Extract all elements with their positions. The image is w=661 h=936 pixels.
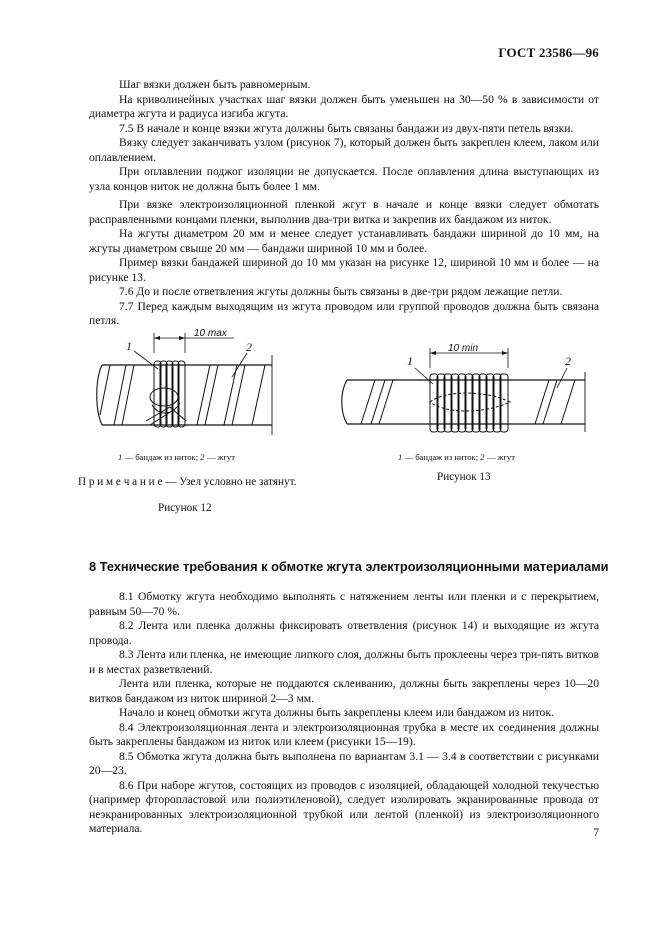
legend-text: — бандаж из ниток; [122,452,201,462]
figure-13-caption: Рисунок 13 [437,471,491,483]
figure-13-legend [398,452,515,462]
legend-text: — бандаж из ниток; [402,452,481,462]
paragraph: Пример вязки бандажей шириной до 10 мм указан на рисунке 12, шириной 10 мм и более — на рисунке 13. [89,256,599,284]
legend-number: 1 [398,452,403,462]
paragraph: Шаг вязки должен быть равномерным. [119,78,311,91]
paragraph: 8.4 Электроизоляционная лента и электроизоляционная трубка в месте их соединения должны быть закреплены бандажом из ниток или клеем (рисунки 15—19). [89,720,599,748]
figure-12-label-2: 2 [246,340,252,354]
paragraph: 7.5 В начале и конце вязки жгута должны быть связаны бандажи из двух-пяти петель вязки. [119,121,574,135]
legend-number: 1 [118,452,123,462]
figure-13-label-1: 1 [407,354,413,368]
section-8-title: 8 Технические требования к обмотке жгута электроизоляционными материалами [89,559,609,574]
document-header: ГОСТ 23586—96 [498,45,599,60]
paragraph: 8.6 При наборе жгутов, состоящих из проводов с изоляцией, обладающей холодной текучестью (например фторопластовой или полиэтиленовой), следует изолировать экранированные провода от неэкранированных электроизоляционной трубкой или лентой (пленкой) из электроизоляционного материала. [89,778,599,835]
legend-number: 2 [480,452,485,462]
paragraph: Вязку следует заканчивать узлом (рисунок 7), который должен быть закреплен клеем, лаком или оплавлением. [89,136,599,164]
paragraph: 8.3 Лента или пленка, не имеющие липкого слоя, должны быть проклеены через три-пять витков и в местах разветвлений. [89,648,599,676]
figure-12-caption: Рисунок 12 [158,502,212,514]
legend-text: — жгут [484,452,515,462]
figure-13-svg [335,340,597,445]
paragraph: 7.6 До и после ответвления жгуты должны быть связаны в две-три рядом лежащие петли. [119,285,563,298]
figure-12-label-1: 1 [126,339,132,353]
paragraph: На криволинейных участках шаг вязки должен быть уменьшен на 30—50 % в зависимости от диаметра жгута и радиуса изгиба жгута. [89,92,599,120]
figure-12-note: П р и м е ч а н и е — Узел условно не затянут. [78,476,297,488]
figure-13-label-2: 2 [565,354,571,368]
section-8-text [89,590,599,837]
paragraph: Лента или пленка, которые не поддаются склеиванию, должны быть закреплены через 10—20 витков бандажом из ниток шириной 2—3 мм. [89,677,599,705]
figure-12-drawing [92,325,292,450]
page-number: 7 [593,826,599,839]
paragraph: 8.1 Обмотку жгута необходимо выполнять с натяжением ленты или пленки и с перекрытием, равным 50—70 %. [89,590,599,618]
paragraph: На жгуты диаметром 20 мм и менее следует устанавливать бандажи шириной до 10 мм, на жгуты диаметром свыше 20 мм — бандажи шириной 10 мм и более. [89,227,599,255]
top-text-block [89,78,599,329]
figure-12-dimension: 10 max [194,328,227,339]
paragraph: При вязке электроизоляционной пленкой жгут в начале и конце вязки следует обмотать расправленными концами пленки, выполнив два-три витка и закрепив их бандажом из ниток. [89,198,599,226]
figure-13-dimension: 10 min [448,343,479,354]
legend-text: — жгут [204,452,235,462]
paragraph: Начало и конец обмотки жгута должны быть закреплены клеем или бандажом из ниток. [119,706,554,719]
paragraph: При оплавлении поджог изоляции не допускается. После оплавления длина выступающих из узла концов ниток не должна быть более 1 мм. [89,165,599,193]
figure-13-drawing [335,340,597,445]
legend-number: 2 [200,452,205,462]
paragraph: 8.2 Лента или пленка должны фиксировать ответвления (рисунок 14) и выходящие из жгута провода. [89,619,599,647]
figure-12-legend [118,452,235,462]
paragraph: 7.7 Перед каждым выходящим из жгута проводом или группой проводов должна быть связана петля. [89,299,599,327]
paragraph: 8.5 Обмотка жгута должна быть выполнена по вариантам 3.1 — 3.4 в соответствии с рисунками 20—23. [89,749,599,777]
figure-12-svg [92,325,292,450]
